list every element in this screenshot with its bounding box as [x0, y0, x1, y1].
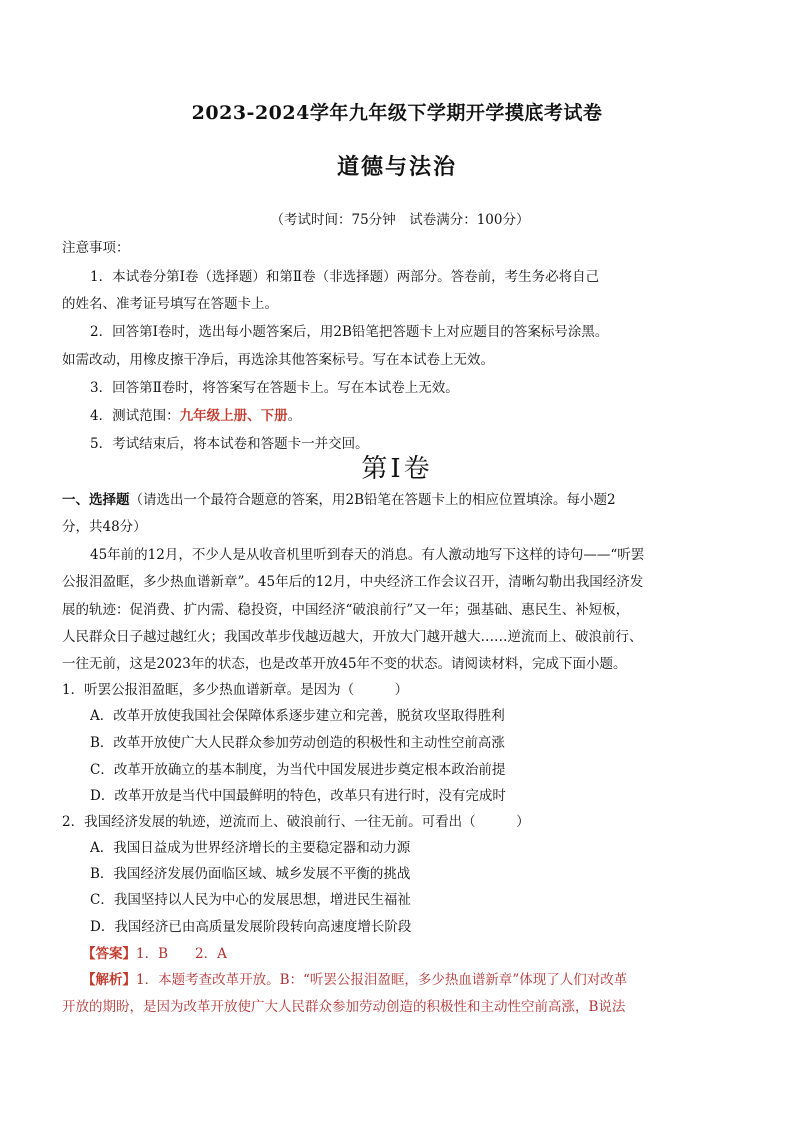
material-line-4: 人民群众日子越过越红火；我国改革步伐越迈越大，开放大门越开越大……逆流而上、破浪前行、	[62, 629, 643, 645]
notice-item-2b: 如需改动，用橡皮擦干净后，再选涂其他答案标号。写在本试卷上无效。	[62, 352, 494, 368]
material-line-3: 展的轨迹：促消费、扩内需、稳投资，中国经济“破浪前行”又一年；强基础、惠民生、补短板，	[62, 602, 630, 618]
notice-heading: 注意事项：	[62, 240, 130, 256]
analysis-label: 【解析】	[82, 972, 136, 988]
section-1-desc	[62, 490, 738, 510]
notice-item-4-prefix: 4．测试范围：	[90, 408, 180, 424]
notice-item-4-suffix: 。	[287, 408, 302, 424]
volume-title: 第Ⅰ卷	[361, 454, 433, 484]
question-1-stem: 1．听罢公报泪盈眶，多少热血谱新章。是因为（ ）	[62, 682, 409, 698]
question-2-option-d: D．我国经济已由高质量发展阶段转向高速度增长阶段	[90, 919, 412, 935]
notice-item-2a: 2．回答第Ⅰ卷时，选出每小题答案后，用2B铅笔把答题卡上对应题目的答案标号涂黑。	[90, 324, 609, 340]
exam-title: 2023-2024学年九年级下学期开学摸底考试卷	[191, 102, 603, 124]
analysis-text-1: 1．本题考查改革开放。B：“听罢公报泪盈眶，多少热血谱新章”体现了人们对改革	[136, 972, 628, 988]
analysis-line-1	[82, 970, 730, 990]
question-1-option-b: B．改革开放使广大人民群众参加劳动创造的积极性和主动性空前高涨	[90, 735, 505, 751]
question-2-stem: 2．我国经济发展的轨迹，逆流而上、破浪前行、一往无前。可看出（ ）	[62, 814, 530, 830]
material-line-5: 一往无前，这是2023年的状态，也是改革开放45年不变的状态。请阅读材料，完成下面小题。	[62, 656, 627, 672]
notice-item-1a: 1．本试卷分第Ⅰ卷（选择题）和第Ⅱ卷（非选择题）两部分。答卷前，考生务必将自己	[90, 269, 600, 285]
question-1-option-a: A．改革开放使我国社会保障体系逐步建立和完善，脱贫攻坚取得胜利	[90, 708, 505, 724]
notice-item-3: 3．回答第Ⅱ卷时，将答案写在答题卡上。写在本试卷上无效。	[90, 380, 459, 396]
answer-line	[82, 944, 730, 964]
material-line-2: 公报泪盈眶，多少热血谱新章”。45年后的12月，中央经济工作会议召开，清晰勾勒出我国经济发	[62, 574, 644, 590]
question-2-option-c: C．我国坚持以人民为中心的发展思想，增进民生福祉	[90, 892, 411, 908]
question-2-option-b: B．我国经济发展仍面临区域、城乡发展不平衡的挑战	[90, 866, 411, 882]
analysis-line-2: 开放的期盼，是因为改革开放使广大人民群众参加劳动创造的积极性和主动性空前高涨，B说法	[62, 999, 626, 1015]
question-1-option-c: C．改革开放确立的基本制度，为当代中国发展进步奠定根本政治前提	[90, 762, 506, 778]
notice-item-4	[90, 406, 738, 426]
notice-item-1b: 的姓名、准考证号填写在答题卡上。	[62, 296, 278, 312]
exam-info: （考试时间：75分钟 试卷满分：100分）	[270, 212, 530, 228]
material-line-1: 45年前的12月，不少人是从收音机里听到春天的消息。有人激动地写下这样的诗句——“听罢	[90, 547, 645, 563]
section-1-desc-b: 分，共48分）	[62, 519, 147, 535]
answer-text: 1．B 2．A	[136, 946, 227, 962]
question-1-option-d: D．改革开放是当代中国最鲜明的特色，改革只有进行时，没有完成时	[90, 788, 506, 804]
subject-title: 道德与法治	[336, 154, 457, 180]
notice-item-5: 5．考试结束后，将本试卷和答题卡一并交回。	[90, 436, 369, 452]
section-1-desc-a: （请选出一个最符合题意的答案，用2B铅笔在答题卡上的相应位置填涂。每小题2	[129, 492, 616, 508]
section-1-heading: 一、选择题	[62, 492, 130, 508]
test-range: 九年级上册、下册	[179, 408, 288, 424]
answer-label: 【答案】	[82, 946, 136, 962]
question-2-option-a: A．我国日益成为世界经济增长的主要稳定器和动力源	[90, 840, 411, 856]
